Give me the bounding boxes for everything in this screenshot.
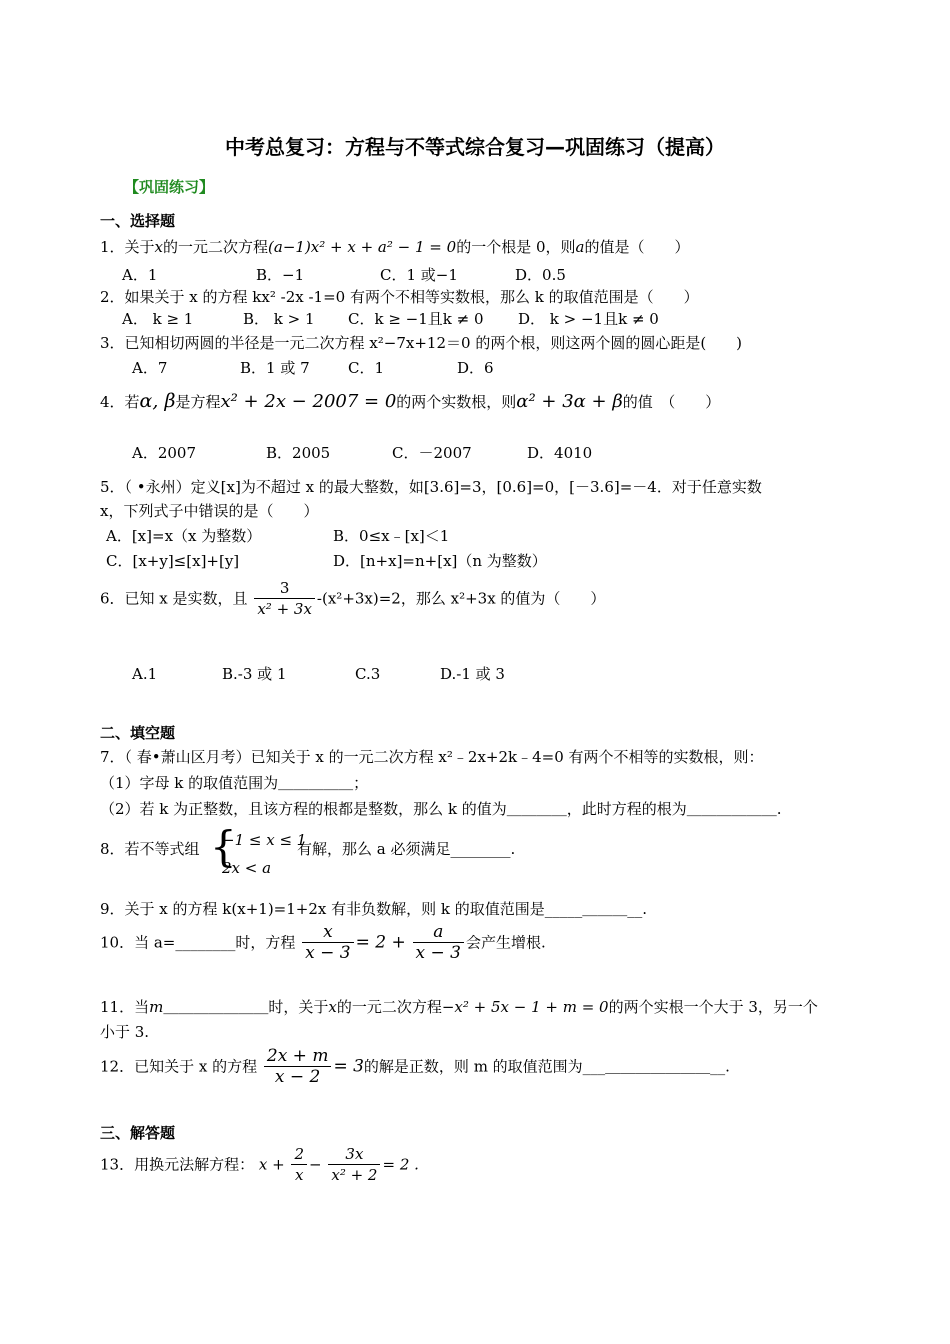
q11-stem-b: ＿＿＿＿＿＿＿时，关于 [163, 998, 329, 1016]
q6-stem-a: 6．已知 x 是实数，且 [100, 589, 248, 608]
q3-option-d: D．6 [457, 359, 494, 377]
q4-stem-c: 的两个实数根，则 [396, 393, 517, 411]
question-4 [100, 386, 720, 417]
section-heading-solve: 三、解答题 [100, 1124, 176, 1142]
q11-var-x: x [328, 998, 337, 1016]
q6-denominator: x² + 3x [257, 600, 312, 618]
question-3: 3．已知相切两圆的半径是一元二次方程 x²−7x+12＝0 的两个根，则这两个圆的圆心距是( ) [100, 334, 743, 352]
q4-option-a: A．2007 [132, 444, 197, 462]
q4-option-d: D．4010 [527, 444, 593, 462]
q1-option-a: A．1 [122, 266, 158, 284]
q6-numerator: 3 [254, 578, 315, 599]
q8-brace: { [210, 822, 237, 871]
section-heading-fill: 二、填空题 [100, 724, 176, 742]
q1-equation: (a−1)x² + x + a² − 1 = 0 [268, 238, 457, 256]
page-title: 中考总复习：方程与不等式综合复习—巩固练习（提高） [225, 135, 725, 159]
question-11-line-2: 小于 3. [100, 1023, 150, 1041]
q13-x: x + [258, 1155, 285, 1174]
q3-option-b: B．1 或 7 [240, 359, 310, 377]
question-6 [100, 578, 605, 619]
question-7-line-1: 7．（ 春•萧山区月考）已知关于 x 的一元二次方程 x²﹣2x+2k﹣4=0 有两个不相等的实数根，则： [100, 748, 764, 766]
q13-numerator-1: 2 [291, 1144, 307, 1165]
q6-stem-b: -(x²+3x)=2，那么 x²+3x 的值为（ ） [316, 589, 606, 608]
q12-numerator: 2x + m [264, 1046, 332, 1067]
q4-stem-d: 的值 （ ） [622, 393, 721, 411]
question-11 [100, 996, 818, 1018]
q11-stem-c: 的一元二次方程 [336, 998, 442, 1016]
q10-numerator-1: x [302, 922, 353, 943]
q2-option-c: C．k ≥ −1且k ≠ 0 [348, 310, 484, 328]
q6-option-b: B.-3 或 1 [222, 665, 287, 683]
q13-denominator-1: x [294, 1166, 304, 1184]
q6-fraction [254, 578, 315, 619]
q6-option-d: D.-1 或 3 [440, 665, 505, 683]
q10-denominator-2: x − 3 [415, 943, 461, 963]
q3-option-a: A．7 [132, 359, 168, 377]
q2-option-b: B． k > 1 [243, 310, 315, 328]
q5-option-d: D．[n+x]=n+[x]（n 为整数） [333, 552, 547, 570]
q12-equation-tail: = 3 [333, 1056, 364, 1077]
q8-inequality-1: −1 ≤ x ≤ 1 [222, 831, 307, 849]
question-5-line-2: x，下列式子中错误的是（ ） [100, 502, 319, 520]
q5-option-a: A．[x]=x（x 为整数） [106, 527, 262, 545]
question-9: 9．关于 x 的方程 k(x+1)=1+2x 有非负数解，则 k 的取值范围是_____＿＿＿__. [100, 900, 648, 918]
question-7-line-2: （1）字母 k 的取值范围为＿＿＿＿＿； [100, 774, 369, 792]
q10-fraction-1 [302, 922, 353, 963]
q4-option-c: C．－2007 [392, 444, 472, 462]
q1-stem-a: 1．关于 [100, 238, 155, 256]
question-5-line-1: 5．（ •永州）定义[x]为不超过 x 的最大整数，如[3.6]=3，[0.6]=0，[－3.6]=－4．对于任意实数 [100, 478, 762, 496]
q3-option-c: C．1 [348, 359, 385, 377]
q5-option-b: B．0≤x﹣[x]＜1 [333, 527, 450, 545]
question-12 [100, 1046, 730, 1087]
q11-stem-d: 的两个实根一个大于 3，另一个 [608, 998, 818, 1016]
q12-fraction [264, 1046, 332, 1087]
q1-option-c: C．1 或−1 [380, 266, 458, 284]
q2-option-a: A． k ≥ 1 [122, 310, 194, 328]
q8-stem-b: 有解，那么 a 必须满足________. [297, 840, 516, 858]
q4-vars: α, β [139, 390, 176, 412]
q10-fraction-2 [413, 922, 464, 963]
q1-stem-b: 的一元二次方程 [163, 238, 269, 256]
q10-middle: = 2 + [355, 932, 406, 953]
q1-option-d: D．0.5 [515, 266, 566, 284]
q13-stem-a: 13．用换元法解方程： [100, 1155, 255, 1174]
section-tag: 【巩固练习】 [124, 178, 215, 196]
question-13 [100, 1144, 419, 1185]
q11-var-m: m [149, 998, 164, 1016]
q13-denominator-2: x² + 2 [331, 1166, 378, 1184]
q10-numerator-2: a [413, 922, 464, 943]
section-heading-choice: 一、选择题 [100, 212, 176, 230]
q8-stem-a: 8．若不等式组 [100, 840, 200, 858]
q1-var-x: x [154, 238, 164, 256]
q6-option-a: A.1 [132, 665, 158, 683]
q5-option-c: C．[x+y]≤[x]+[y] [106, 552, 240, 570]
q12-stem-b: 的解是正数，则 m 的取值范围为___＿＿＿＿＿＿＿__. [363, 1057, 730, 1076]
q13-tail: = 2 . [382, 1155, 419, 1174]
q10-stem-b: 会产生增根. [466, 933, 546, 952]
q1-stem-d: 的值是（ ） [584, 238, 690, 256]
q4-stem-a: 4．若 [100, 393, 140, 411]
q1-var-a: a [575, 238, 585, 256]
question-7-line-3: （2）若 k 为正整数，且该方程的根都是整数，那么 k 的值为＿＿＿＿，此时方程的根为＿＿＿＿＿＿. [100, 800, 782, 818]
question-2: 2．如果关于 x 的方程 kx² -2x -1=0 有两个不相等实数根，那么 k 的取值范围是（ ） [100, 288, 699, 306]
q1-stem-c: 的一个根是 0，则 [456, 238, 576, 256]
q11-equation: −x² + 5x − 1 + m = 0 [441, 998, 609, 1016]
q2-option-d: D． k > −1且k ≠ 0 [518, 310, 659, 328]
question-1 [100, 236, 689, 258]
q10-denominator-1: x − 3 [305, 943, 351, 963]
q11-stem-a: 11．当 [100, 998, 150, 1016]
q12-stem-a: 12．已知关于 x 的方程 [100, 1057, 258, 1076]
q13-minus: − [309, 1155, 322, 1174]
q10-stem-a: 10．当 a=________时，方程 [100, 933, 296, 952]
q4-option-b: B．2005 [266, 444, 331, 462]
q4-equation: x² + 2x − 2007 = 0 [220, 391, 397, 412]
q12-denominator: x − 2 [274, 1067, 321, 1087]
q4-expression: α² + 3α + β [516, 391, 623, 412]
question-10 [100, 922, 546, 963]
q1-option-b: B．−1 [256, 266, 305, 284]
q13-numerator-2: 3x [328, 1144, 380, 1165]
q6-option-c: C.3 [355, 665, 381, 683]
q4-stem-b: 是方程 [175, 393, 221, 411]
q13-fraction-1 [291, 1144, 307, 1185]
q13-fraction-2 [328, 1144, 380, 1185]
q8-inequality-2: 2x < a [222, 859, 272, 877]
